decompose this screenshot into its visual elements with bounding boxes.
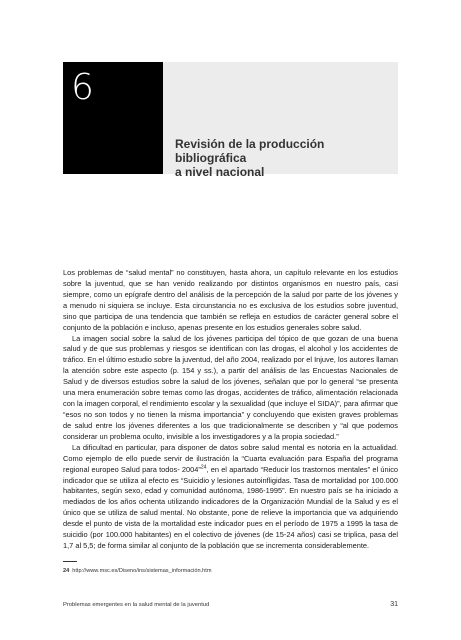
chapter-title-line-2: a nivel nacional (175, 165, 265, 179)
chapter-number: 6 (71, 67, 94, 108)
footnote-reference[interactable]: 24 (200, 464, 207, 471)
paragraph-2: La imagen social sobre la salud de los jóvenes participa del tópico de que gozan de una buena salud y de que sus problemas y riesgos se identifican con las drogas, el alcohol y los accidentes de tráfico. En el último estudio sobre la juventud, del año 2004, realizado por el Injuve, los autores llaman la atención sobre este aspecto (p. 154 y ss.), a partir del análisis de las Encuestas Nacionales de Salud y de diversos estudios sobre la salud de los jóvenes, señalan que por lo general “se presenta una mera enumeración sobre temas como las drogas, accidentes de tráfico, alimentación relacionada con la imagen corporal, el rendimiento escolar y la sexualidad (que incluye el SIDA)”, para afirmar que “esos no son todos y no tienen la misma importancia” y concluyendo que existen graves problemas de salud entre los jóvenes diferentes a los que tradicionalmente se describen y “al que podemos considerar un problema oculto, invisible a los investigadores y a la propia sociedad.” (63, 333, 398, 441)
paragraph-3 (63, 443, 398, 552)
running-footer: Problemas emergentes en la salud mental de la juventud (63, 602, 210, 608)
footnote-rule (63, 561, 77, 562)
chapter-number-block (63, 62, 163, 174)
chapter-title-band (163, 62, 398, 179)
page-number: 31 (390, 601, 398, 608)
footnote-number: 24 (63, 568, 70, 574)
footnote-link[interactable]: http://www.msc.es/Diseno/ins/sistemas_información.htm (72, 568, 212, 574)
footnote (63, 567, 212, 575)
paragraph-3-part-1: La dificultad en particular, para disponer de datos sobre salud mental es notoria en la actualidad. Como ejemplo de ello puede servir de ilustración la “Cuarta evaluación para España del programa regional europeo Salud para todos- 2004” (63, 442, 398, 474)
paragraph-3-part-2: , en el apartado “Reducir los trastornos mentales” el único indicador que se utiliza al efecto es “Suicidio y lesiones autoinfligidas. Tasa de mortalidad por 100.000 habitantes, según sexo, edad y comunidad autónoma, 1986-1995”. En nuestro país se ha iniciado a mediados de los años ochenta utilizando indicadores de la Organización Mundial de la Salud y es el único que se utiliza de salud mental. No obstante, pone de relieve la importancia que va adquiriendo desde el punto de vista de la mortalidad este indicador pues en el período de 1975 a 1995 la tasa de suicidio (por 100.000 habitantes) en el colectivo de jóvenes (de 15-24 años) casi se triplica, pasa del 1,7 al 5,5; de forma similar al conjunto de la población que se incrementa considerablemente. (63, 464, 399, 551)
chapter-title-line-1: Revisión de la producción bibliográfica (175, 137, 325, 165)
paragraph-1: Los problemas de “salud mental” no constituyen, hasta ahora, un capítulo relevante en los estudios sobre la juventud, que se han venido realizando por distintos organismos en nuestro país, casi siempre, como un epígrafe dentro del análisis de la percepción de la salud por parte de los jóvenes y a menudo ni siquiera se incluye. Esta circunstancia no es exclusiva de los estudios sobre juventud, sino que participa de una tendencia que también se refleja en estudios de carácter general sobre el conjunto de la población e incluso, apenas presente en los estudios generales sobre salud. (63, 268, 398, 332)
chapter-title (175, 137, 398, 179)
body-text (63, 268, 398, 552)
